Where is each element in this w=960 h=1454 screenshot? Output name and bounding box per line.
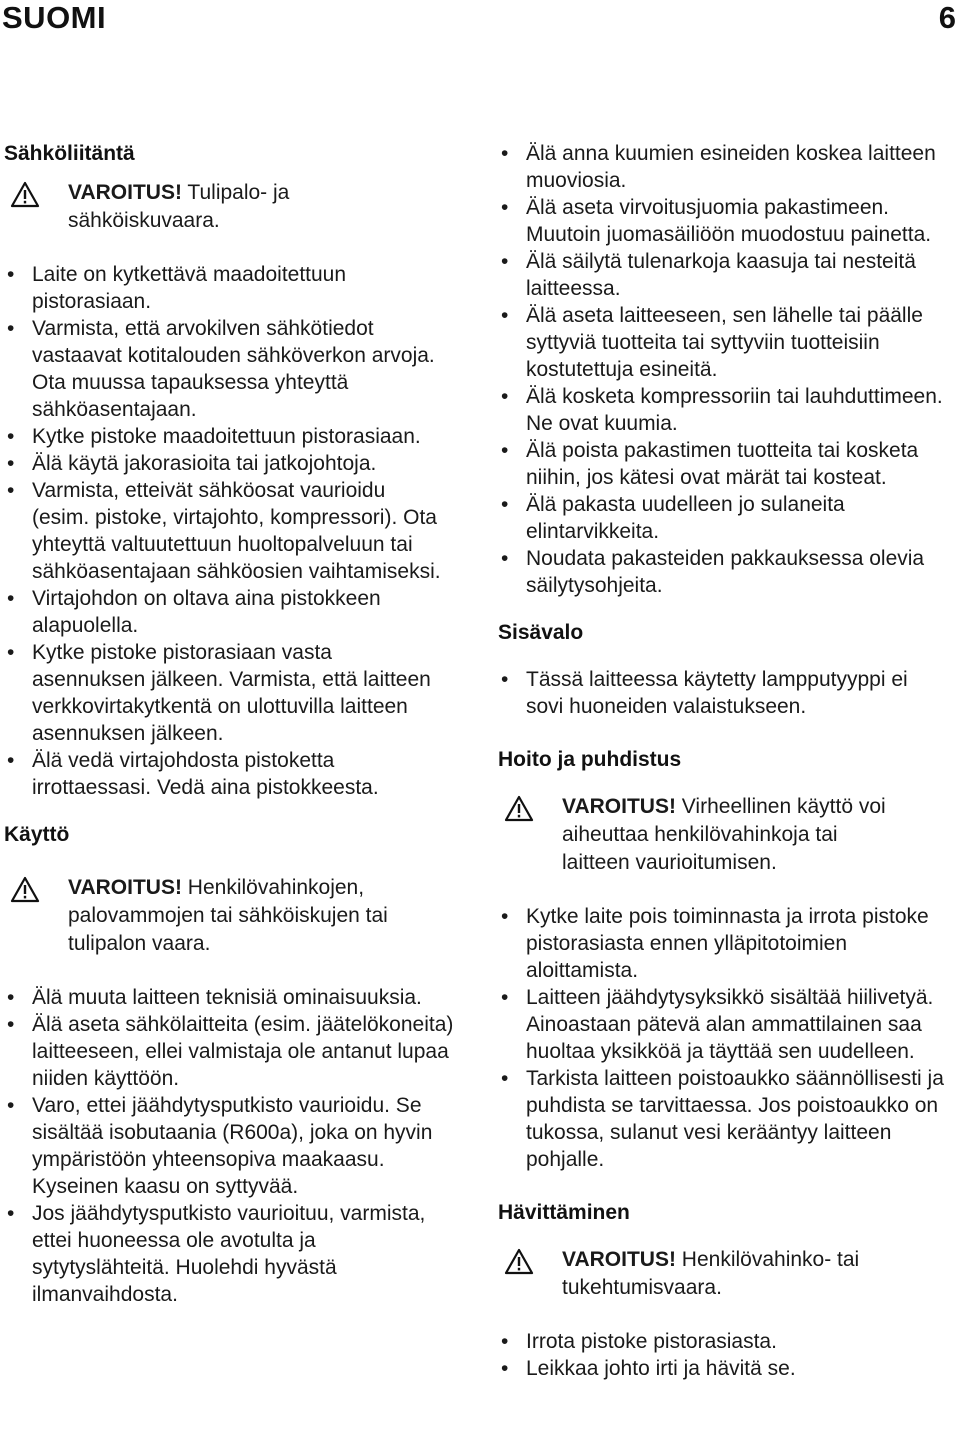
list-item	[498, 1328, 943, 1355]
list-item	[4, 984, 459, 1011]
list-item	[498, 984, 953, 1065]
list-item-text: Irrota pistoke pistorasiasta.	[526, 1330, 777, 1353]
warning-text: Henkilövahinko- tai tukehtumisvaara.	[562, 1248, 860, 1299]
section-title-care: Hoito ja puhdistus	[498, 748, 682, 771]
list-item	[498, 491, 943, 545]
list-item-text: Varo, ettei jäähdytysputkisto vaurioidu. Se sisältää isobutaania (R600a), joka on hyvin ympäristöön yhteensopiva maakaasu. Kyseinen kaasu on syttyvää.	[32, 1094, 433, 1198]
list-item-text: Kytke laite pois toiminnasta ja irrota pistoke pistorasiasta ennen ylläpitotoimien aloittamista.	[526, 905, 929, 982]
list-electrical	[4, 261, 444, 801]
bullet-icon: •	[501, 905, 509, 928]
list-item	[498, 140, 943, 194]
list-item-text: Noudata pakasteiden pakkauksessa olevia säilytysohjeita.	[526, 547, 925, 597]
bullet-icon: •	[501, 385, 509, 408]
warning-label: VAROITUS!	[68, 876, 182, 899]
list-item	[498, 666, 943, 720]
list-item	[4, 477, 444, 585]
list-item-text: Kytke pistoke maadoitettuun pistorasiaan.	[32, 425, 421, 448]
bullet-icon: •	[7, 749, 15, 772]
bullet-icon: •	[7, 587, 15, 610]
list-item-text: Älä anna kuumien esineiden koskea laitteen muoviosia.	[526, 142, 936, 192]
list-item	[498, 545, 943, 599]
left-column	[4, 140, 474, 1308]
bullet-icon: •	[501, 1067, 509, 1090]
section-title-electrical: Sähköliitäntä	[4, 142, 135, 165]
list-item	[498, 302, 943, 383]
warning-text: Henkilövahinkojen, palovammojen tai sähköiskujen tai tulipalon vaara.	[68, 876, 388, 955]
list-disposal	[498, 1328, 943, 1382]
bullet-icon: •	[7, 1013, 15, 1036]
list-use	[4, 984, 459, 1308]
list-item-text: Älä aseta sähkölaitteita (esim. jäätelökoneita) laitteeseen, ellei valmistaja ole antanut lupaa niiden käyttöön.	[32, 1013, 454, 1090]
list-item	[498, 383, 943, 437]
list-item-text: Laite on kytkettävä maadoitettuun pistorasiaan.	[32, 263, 347, 313]
list-item	[4, 585, 444, 639]
list-item	[498, 1065, 953, 1173]
list-item-text: Tarkista laitteen poistoaukko säännöllisesti ja puhdista se tarvittaessa. Jos poistoaukko on tukossa, sulanut vesi kerääntyy laitteen pohjalle.	[526, 1067, 944, 1171]
bullet-icon: •	[7, 641, 15, 664]
list-item-text: Varmista, että arvokilven sähkötiedot vastaavat kotitalouden sähköverkon arvoja. Ota muussa tapauksessa yhteyttä sähköasentajaan.	[32, 317, 435, 421]
section-title-disposal: Hävittäminen	[498, 1201, 630, 1224]
warning-label: VAROITUS!	[68, 181, 182, 204]
list-item-text: Leikkaa johto irti ja hävitä se.	[526, 1357, 796, 1380]
bullet-icon: •	[501, 250, 509, 273]
bullet-icon: •	[501, 986, 509, 1009]
warning-care	[498, 793, 902, 877]
section-title-use: Käyttö	[4, 823, 70, 846]
list-item-text: Älä pakasta uudelleen jo sulaneita elintarvikkeita.	[526, 493, 845, 543]
list-item-text: Virtajohdon on oltava aina pistokkeen alapuolella.	[32, 587, 381, 637]
list-item	[4, 747, 444, 801]
list-item-text: Älä säilytä tulenarkoja kaasuja tai nesteitä laitteessa.	[526, 250, 916, 300]
list-item	[498, 1355, 943, 1382]
list-care	[498, 903, 953, 1173]
warning-text: Tulipalo- ja sähköiskuvaara.	[68, 181, 290, 232]
language-label: SUOMI	[2, 0, 107, 35]
bullet-icon: •	[501, 439, 509, 462]
bullet-icon: •	[7, 452, 15, 475]
list-use-continued	[498, 140, 943, 599]
bullet-icon: •	[7, 1202, 15, 1225]
bullet-icon: •	[501, 142, 509, 165]
warning-text: Virheellinen käyttö voi aiheuttaa henkilövahinkoja tai laitteen vaurioitumisen.	[562, 795, 886, 874]
warning-label: VAROITUS!	[562, 795, 676, 818]
list-item-text: Laitteen jäähdytysyksikkö sisältää hiilivetyä. Ainoastaan pätevä alan ammattilainen saa huoltaa yksikköä ja täyttää sen uudelleen.	[526, 986, 934, 1063]
bullet-icon: •	[7, 425, 15, 448]
list-item	[498, 248, 943, 302]
warning-triangle-icon	[504, 1248, 534, 1275]
warning-triangle-icon	[504, 795, 534, 822]
list-item-text: Jos jäähdytysputkisto vaurioituu, varmista, ettei huoneessa ole avotulta ja sytytyslähteitä. Huolehdi hyvästä ilmanvaihdosta.	[32, 1202, 426, 1306]
bullet-icon: •	[7, 317, 15, 340]
page-number: 6	[938, 0, 956, 35]
bullet-icon: •	[501, 304, 509, 327]
warning-use	[4, 874, 418, 958]
list-interior-light	[498, 666, 943, 720]
bullet-icon: •	[501, 493, 509, 516]
warning-disposal	[498, 1246, 922, 1302]
bullet-icon: •	[7, 1094, 15, 1117]
bullet-icon: •	[7, 263, 15, 286]
list-item-text: Varmista, etteivät sähköosat vaurioidu (esim. pistoke, virtajohto, kompressori). Ota yhteyttä valtuutettuun huoltopalveluun tai sähköasentajaan sähköosien vaihtamiseksi.	[32, 479, 441, 583]
list-item	[4, 1092, 459, 1200]
list-item-text: Älä kosketa kompressoriin tai lauhduttimeen. Ne ovat kuumia.	[526, 385, 943, 435]
bullet-icon: •	[501, 1330, 509, 1353]
right-column	[498, 140, 956, 1382]
list-item-text: Älä aseta virvoitusjuomia pakastimeen. Muutoin juomasäiliöön muodostuu painetta.	[526, 196, 932, 246]
list-item	[4, 639, 444, 747]
warning-electrical	[4, 179, 348, 235]
bullet-icon: •	[501, 668, 509, 691]
bullet-icon: •	[7, 986, 15, 1009]
list-item	[4, 1011, 459, 1092]
list-item-text: Tässä laitteessa käytetty lampputyyppi ei sovi huoneiden valaistukseen.	[526, 668, 908, 718]
list-item	[4, 1200, 459, 1308]
list-item	[4, 315, 444, 423]
list-item	[498, 194, 943, 248]
list-item	[498, 437, 943, 491]
bullet-icon: •	[7, 479, 15, 502]
warning-triangle-icon	[10, 181, 40, 208]
bullet-icon: •	[501, 196, 509, 219]
warning-label: VAROITUS!	[562, 1248, 676, 1271]
list-item-text: Älä vedä virtajohdosta pistoketta irrottaessasi. Vedä aina pistokkeesta.	[32, 749, 379, 799]
list-item-text: Älä aseta laitteeseen, sen lähelle tai päälle syttyviä tuotteita tai syttyviin tuotteisiin kostutettuja esineitä.	[526, 304, 923, 381]
warning-triangle-icon	[10, 876, 40, 903]
list-item-text: Kytke pistoke pistorasiaan vasta asennuksen jälkeen. Varmista, että laitteen verkkovirtakytkentä on ulottuvilla laitteen asennuksen jälkeen.	[32, 641, 431, 745]
list-item-text: Älä poista pakastimen tuotteita tai kosketa niihin, jos kätesi ovat märät tai kosteat.	[526, 439, 919, 489]
section-title-interior-light: Sisävalo	[498, 621, 584, 644]
list-item	[4, 423, 444, 450]
bullet-icon: •	[501, 547, 509, 570]
list-item-text: Älä muuta laitteen teknisiä ominaisuuksia.	[32, 986, 422, 1009]
list-item	[4, 450, 444, 477]
page-header	[0, 0, 960, 36]
list-item	[498, 903, 953, 984]
bullet-icon: •	[501, 1357, 509, 1380]
list-item-text: Älä käytä jakorasioita tai jatkojohtoja.	[32, 452, 377, 475]
list-item	[4, 261, 444, 315]
